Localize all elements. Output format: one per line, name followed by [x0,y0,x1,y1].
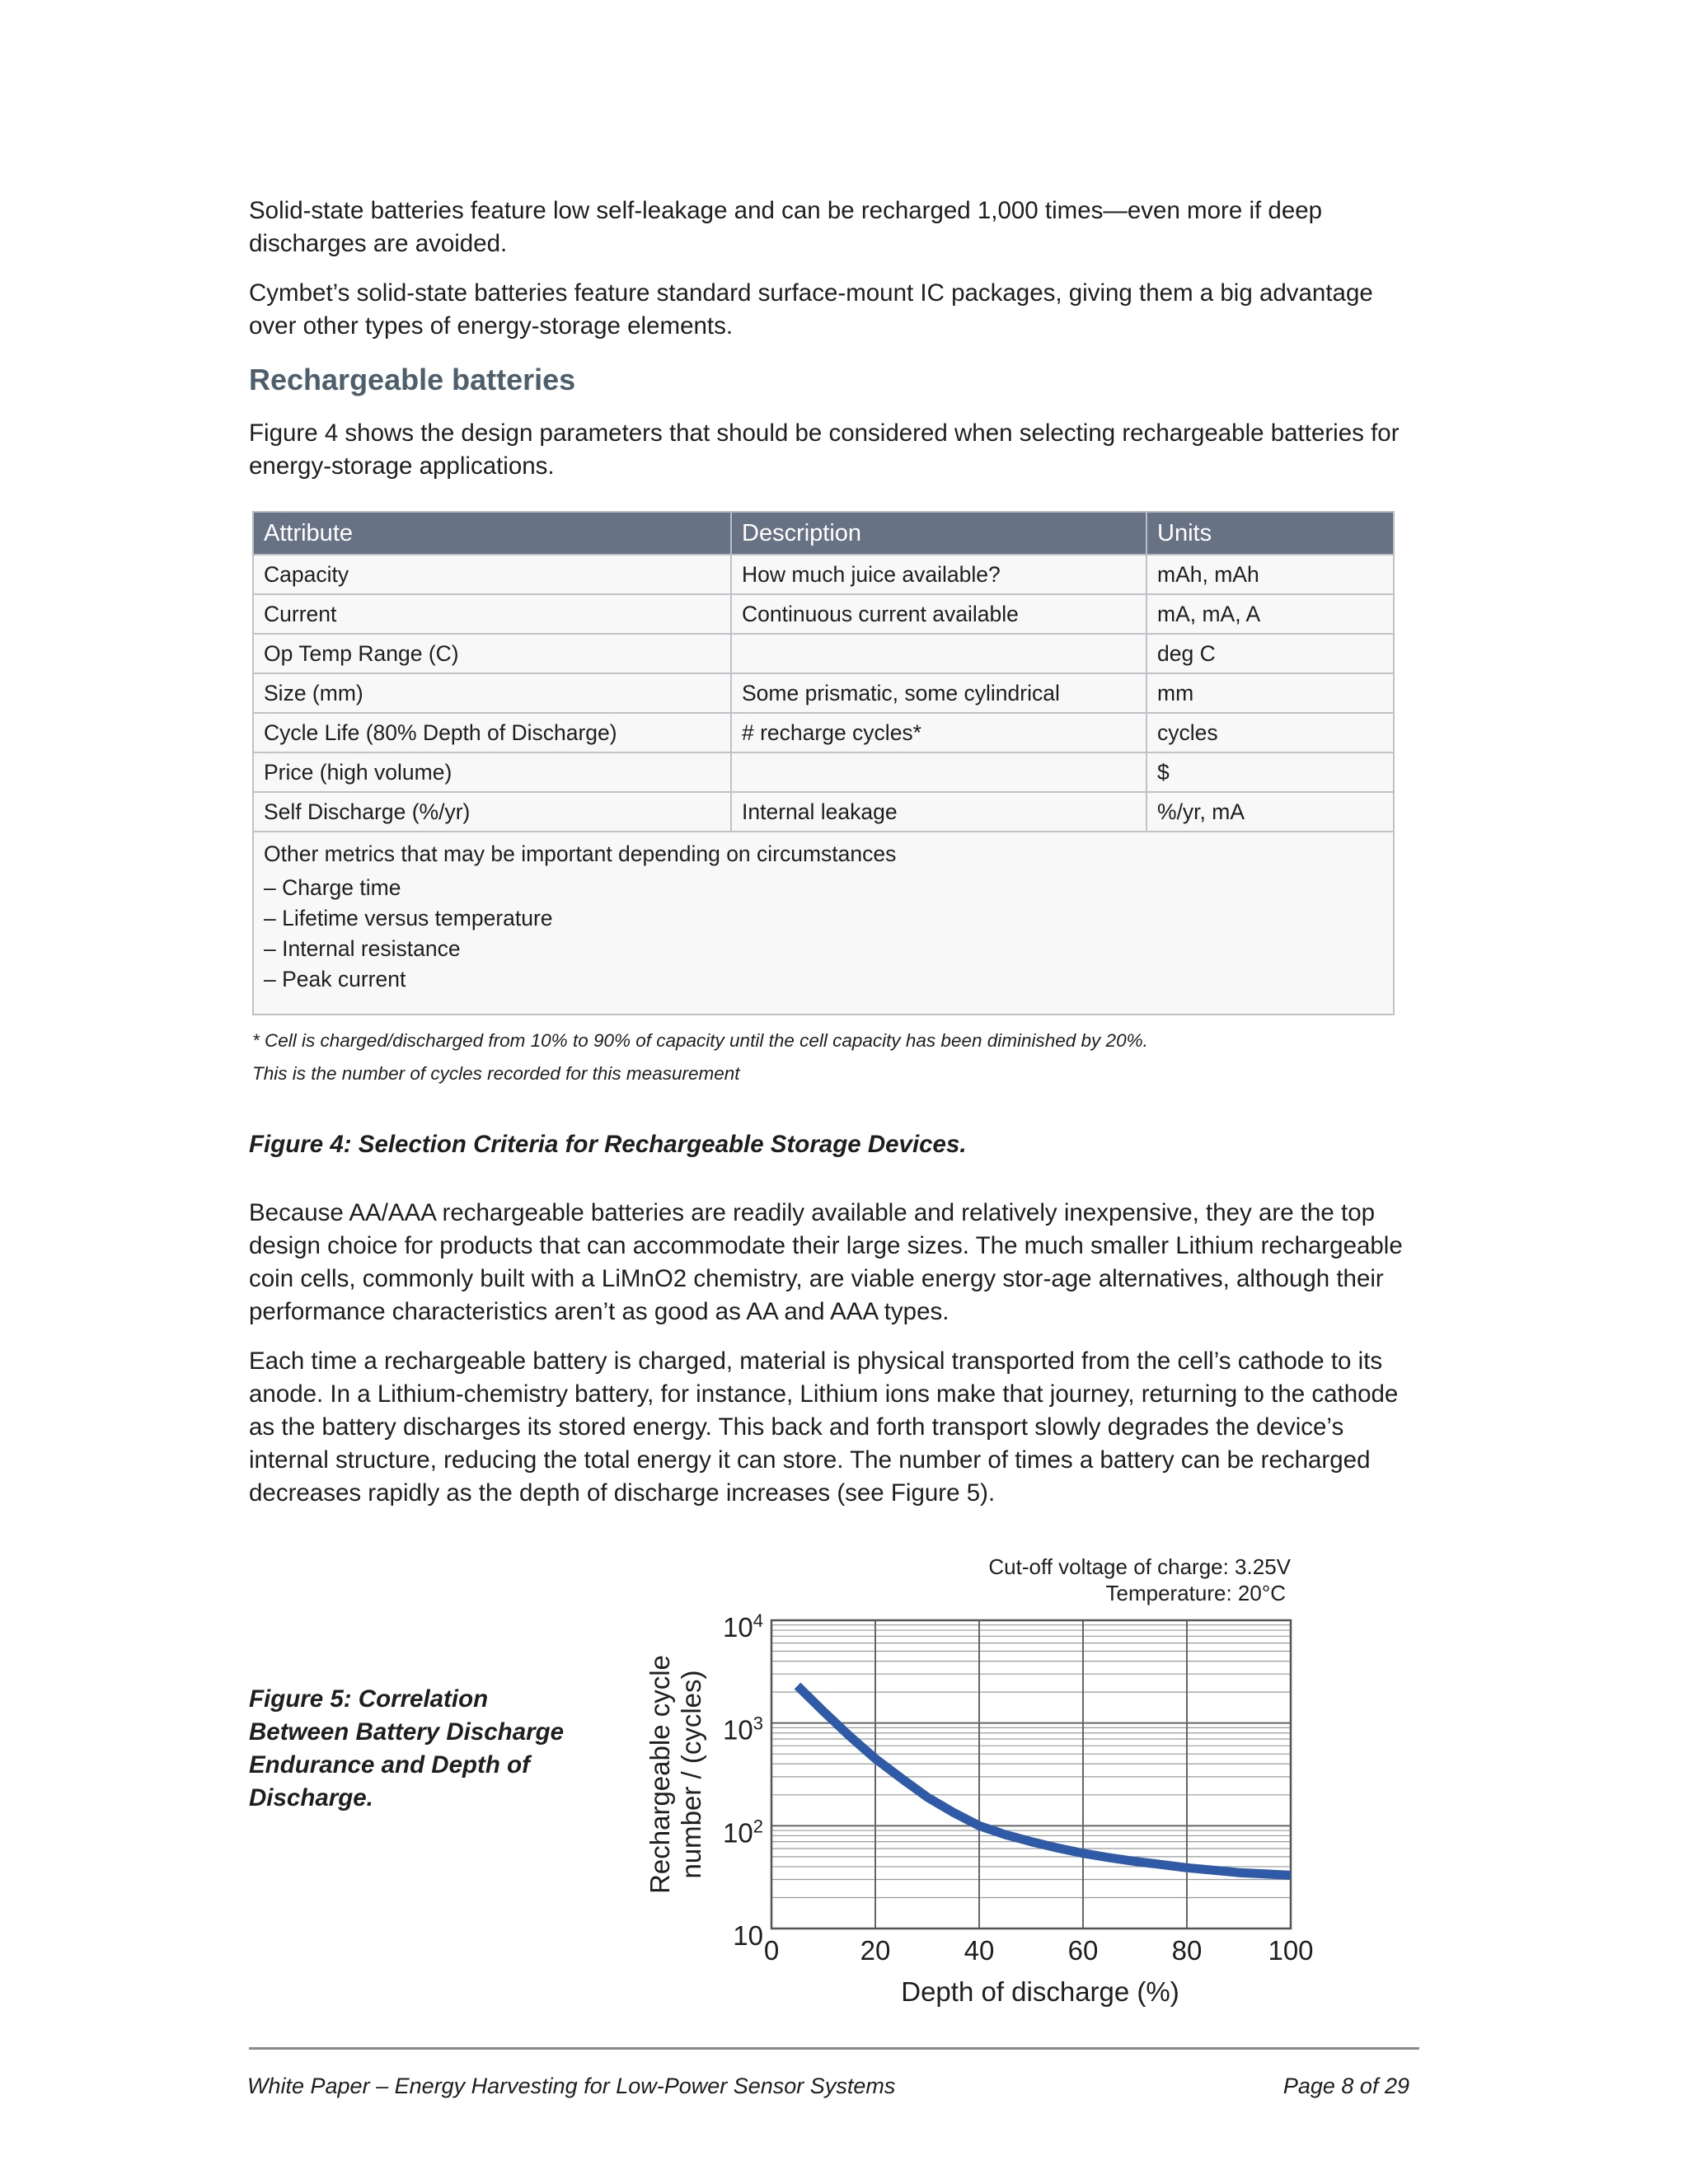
cell-description: Continuous current available [731,594,1146,634]
table-row [253,713,1394,752]
other-metric-item: – Peak current [264,967,406,991]
x-tick-label: 40 [964,1935,995,1966]
header-description: Description [731,512,1146,555]
footnote-line-1: * Cell is charged/discharged from 10% to 90% of capacity until the cell capacity has been diminished by 20%. [252,1030,1148,1051]
cell-units: mA, mA, A [1146,594,1394,634]
cell-units: $ [1146,752,1394,792]
footer-page-number: Page 8 of 29 [1282,2074,1409,2098]
cell-attribute: Self Discharge (%/yr) [253,792,731,832]
intro-paragraph-1: Solid-state batteries feature low self-leakage and can be recharged 1,000 times—even more if deep discharges are avoided. [249,197,1323,257]
other-metric-item: – Charge time [264,875,401,900]
table-row [253,752,1394,792]
body-paragraph-2: Each time a rechargeable battery is charged, material is physical transported from the cell’s cathode to its anode. In a Lithium-chemistry battery, for instance, Lithium ions make that journey, returning to the cathode as the battery discharges its stored energy. This back and forth transport slowly degrades the device’s internal structure, reducing the total energy it can store. The number of times a battery can be recharged decreases rapidly as the depth of discharge increases (see Figure 5). [249,1347,1399,1507]
header-attribute: Attribute [253,512,731,555]
other-metric-item: – Lifetime versus temperature [264,906,553,930]
y-axis-label-line-1: Rechargeable cycle [645,1655,675,1894]
body-paragraph-1: Because AA/AAA rechargeable batteries are readily available and relatively inexpensive, they are the top design choice for products that can accommodate their large sizes. The much smaller Lithium rechargeable coin cells, commonly built with a LiMnO2 chemistry, are viable energy stor-age alternatives, although their performance characteristics aren’t as good as AA and AAA types. [249,1199,1403,1325]
x-tick-label: 80 [1171,1935,1203,1966]
x-axis-label: Depth of discharge (%) [901,1976,1179,2007]
plot-frame [771,1620,1291,1929]
cell-units: mAh, mAh [1146,555,1394,594]
y-axis-label-line-2: number / (cycles) [676,1670,706,1879]
cell-description: How much juice available? [731,555,1146,594]
annotation-temperature: Temperature: 20°C [1105,1581,1286,1605]
figure-5-caption: Figure 5: Correlation Between Battery Discharge Endurance and Depth of Discharge. [249,1685,565,1811]
cell-attribute: Op Temp Range (C) [253,634,731,673]
table-row [253,634,1394,673]
section-paragraph: Figure 4 shows the design parameters that should be considered when selecting rechargeable batteries for energy-storage applications. [249,419,1400,480]
cell-attribute: Cycle Life (80% Depth of Discharge) [253,713,731,752]
cell-description [731,752,1146,792]
other-metric-item: – Internal resistance [264,936,461,961]
header-units: Units [1146,512,1394,555]
other-metrics-cell [253,832,1394,1015]
x-tick-labels [764,1935,1314,1966]
intro-paragraph-2: Cymbet’s solid-state batteries feature standard surface-mount IC packages, giving them a big advantage over other types of energy-storage elements. [249,279,1373,340]
table-row-other-metrics [253,832,1394,1015]
minor-gridlines [771,1625,1291,1898]
cell-description: # recharge cycles* [731,713,1146,752]
x-tick-label: 100 [1268,1935,1314,1966]
series-layer [798,1686,1292,1876]
cell-units: cycles [1146,713,1394,752]
cell-units: %/yr, mA [1146,792,1394,832]
cell-description: Internal leakage [731,792,1146,832]
table-row [253,594,1394,634]
series-line-cycle-life [798,1686,1292,1876]
table-row [253,555,1394,594]
cell-units: mm [1146,673,1394,713]
cell-attribute: Current [253,594,731,634]
y-tick-labels [723,1610,763,1951]
y-tick-label: $10^3$ [723,1713,763,1746]
y-tick-label: $10^4$ [723,1610,763,1643]
other-metrics-title: Other metrics that may be important depending on circumstances [264,841,897,866]
footer-title: White Paper – Energy Harvesting for Low-Power Sensor Systems [247,2074,896,2098]
cell-description: Some prismatic, some cylindrical [731,673,1146,713]
y-tick-label: $10^2$ [723,1816,763,1849]
table-header-row [253,512,1394,555]
cell-description [731,634,1146,673]
x-tick-label: 20 [860,1935,891,1966]
section-heading: Rechargeable batteries [249,363,576,396]
footer-divider [249,2047,1419,2050]
figure-4-caption: Figure 4: Selection Criteria for Rechargeable Storage Devices. [249,1131,967,1158]
footnote-line-2: This is the number of cycles recorded for this measurement [252,1063,740,1084]
x-tick-label: 0 [763,1935,780,1966]
annotation-cutoff: Cut-off voltage of charge: 3.25V [988,1554,1291,1579]
major-gridlines [771,1620,1291,1929]
cell-units: deg C [1146,634,1394,673]
table-row [253,673,1394,713]
cell-attribute: Size (mm) [253,673,731,713]
criteria-table [252,511,1395,1015]
y-tick-label: 10 [733,1920,763,1951]
x-tick-label: 60 [1067,1935,1099,1966]
cell-attribute: Capacity [253,555,731,594]
table-row [253,792,1394,832]
cell-attribute: Price (high volume) [253,752,731,792]
